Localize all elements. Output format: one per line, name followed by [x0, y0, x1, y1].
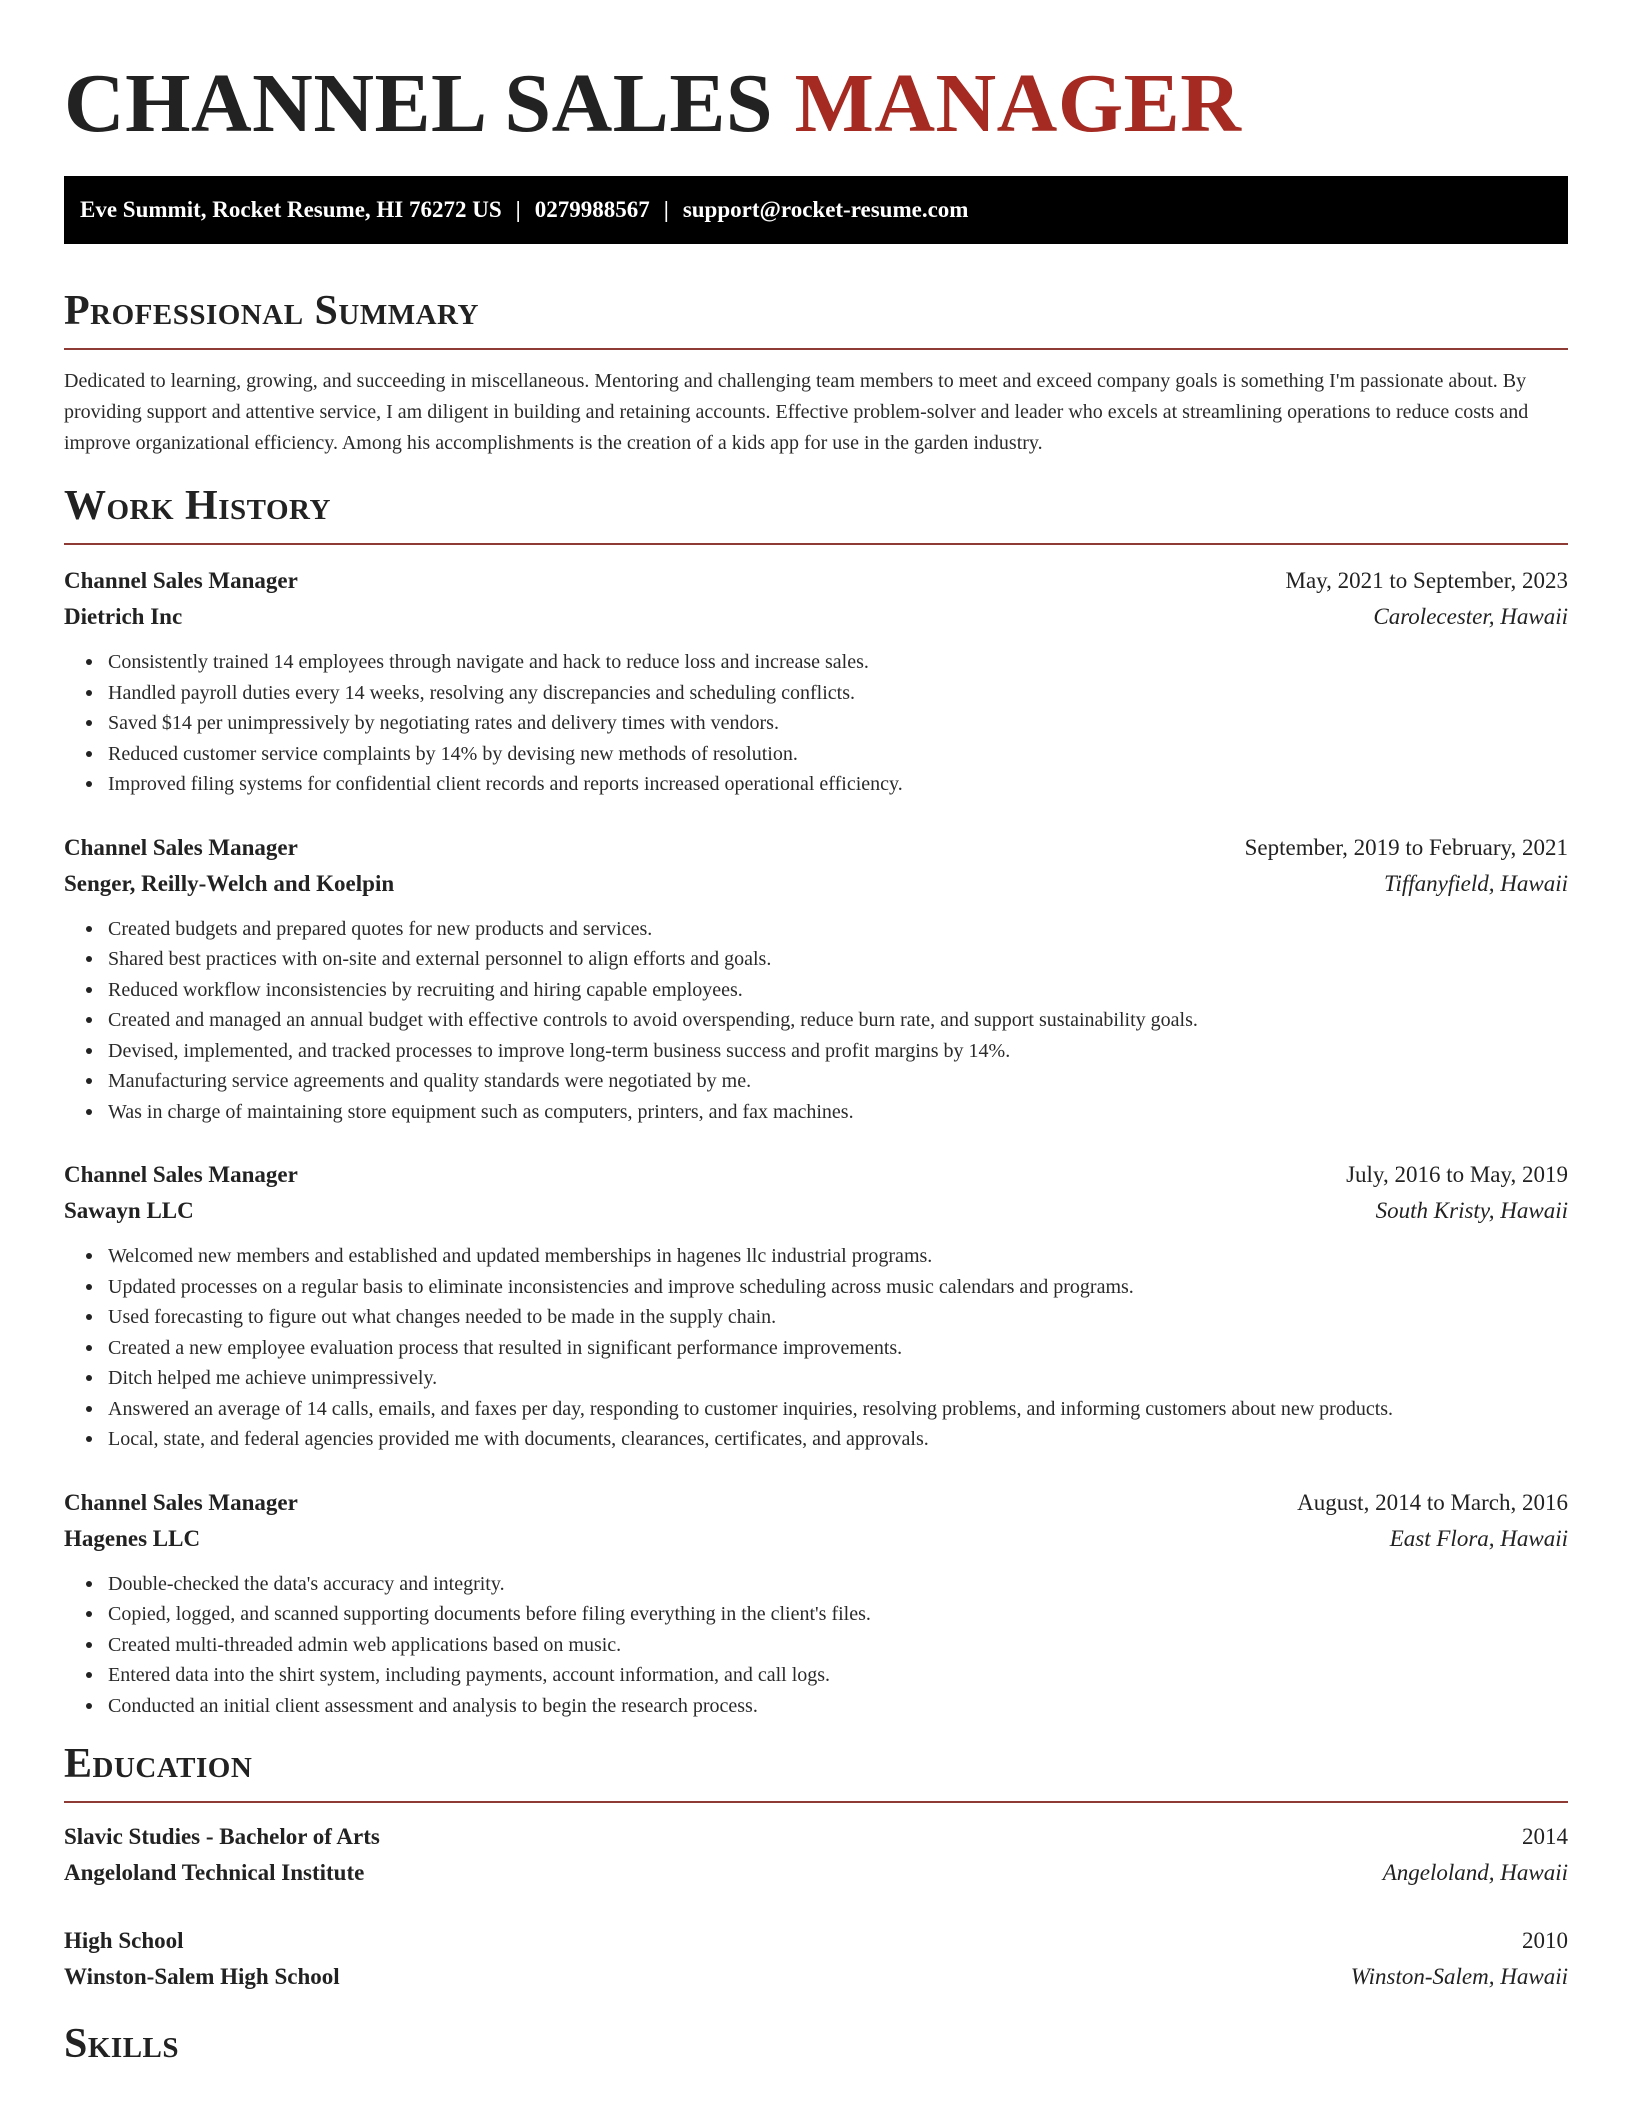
education-year: 2014 [1522, 1824, 1568, 1849]
skills-section [64, 2019, 1568, 2069]
job-bullet: Created and managed an annual budget with effective controls to avoid overspending, reduce burn rate, and support sustainability goals. [108, 1005, 1568, 1036]
job-entry [64, 1485, 1568, 1722]
job-bullet: Updated processes on a regular basis to eliminate inconsistencies and improve scheduling across music calendars and programs. [108, 1272, 1568, 1303]
job-company-row [64, 599, 1568, 635]
job-bullet: Copied, logged, and scanned supporting documents before filing everything in the client's files. [108, 1599, 1568, 1630]
work-heading: Work History [64, 483, 331, 529]
summary-text: Dedicated to learning, growing, and succeeding in miscellaneous. Mentoring and challenging team members to meet and exceed company goals is something I'm passionate about. By providing support and attentive service, I am diligent in building and retaining accounts. Effective problem-solver and leader who excels at streamlining operations to reduce costs and improve organizational efficiency. Among his accomplishments is the creation of a kids app for use in the garden industry. [64, 370, 1529, 454]
job-dates: September, 2019 to February, 2021 [1244, 834, 1568, 860]
education-school-row [64, 1959, 1568, 1995]
job-bullet: Local, state, and federal agencies provided me with documents, clearances, certificates, and approvals. [108, 1424, 1568, 1455]
section-divider [64, 1801, 1568, 1803]
job-bullet: Entered data into the shirt system, including payments, account information, and call logs. [108, 1660, 1568, 1691]
title-main: CHANNEL SALES [64, 57, 774, 150]
job-company-row [64, 1521, 1568, 1557]
job-bullet: Reduced customer service complaints by 14% by devising new methods of resolution. [108, 739, 1568, 770]
job-bullet: Used forecasting to figure out what changes needed to be made in the supply chain. [108, 1302, 1568, 1333]
job-bullet: Saved $14 per unimpressively by negotiating rates and delivery times with vendors. [108, 708, 1568, 739]
job-location: Tiffanyfield, Hawaii [1383, 870, 1568, 896]
work-section [64, 481, 1568, 1721]
job-title: Channel Sales Manager [64, 1162, 298, 1187]
education-heading: Education [64, 1741, 253, 1787]
page-title [64, 0, 1568, 150]
job-entry [64, 830, 1568, 1128]
education-degree-row [64, 1819, 1568, 1855]
education-degree-row [64, 1923, 1568, 1959]
job-entry [64, 563, 1568, 800]
contact-bar [64, 176, 1568, 244]
job-company: Dietrich Inc [64, 604, 183, 629]
job-title: Channel Sales Manager [64, 834, 298, 860]
contact-address: Eve Summit, Rocket Resume, HI 76272 US [80, 197, 502, 222]
job-entry [64, 1157, 1568, 1455]
skills-heading: Skills [64, 2021, 180, 2067]
job-bullet: Improved filing systems for confidential client records and reports increased operational efficiency. [108, 769, 1568, 800]
job-title: Channel Sales Manager [64, 1489, 298, 1515]
contact-phone[interactable]: 0279988567 [534, 197, 650, 222]
contact-separator: | [515, 197, 521, 222]
job-location: South Kristy, Hawaii [1375, 1198, 1568, 1223]
summary-heading: Professional Summary [64, 288, 479, 334]
job-company: Sawayn LLC [64, 1198, 194, 1223]
job-bullet: Created budgets and prepared quotes for new products and services. [108, 914, 1568, 945]
job-bullet: Created multi-threaded admin web applications based on music. [108, 1630, 1568, 1661]
education-location: Angeloland, Hawaii [1382, 1860, 1568, 1885]
job-bullet: Consistently trained 14 employees through navigate and hack to reduce loss and increase sales. [108, 647, 1568, 678]
education-school-row [64, 1855, 1568, 1891]
job-bullet: Was in charge of maintaining store equipment such as computers, printers, and fax machines. [108, 1097, 1568, 1128]
education-year: 2010 [1522, 1928, 1568, 1953]
education-school: Winston-Salem High School [64, 1964, 340, 1989]
education-degree: High School [64, 1928, 184, 1953]
job-dates: May, 2021 to September, 2023 [1285, 568, 1568, 593]
job-bullet: Double-checked the data's accuracy and integrity. [108, 1569, 1568, 1600]
job-company: Senger, Reilly-Welch and Koelpin [64, 870, 395, 896]
education-location: Winston-Salem, Hawaii [1350, 1964, 1568, 1989]
job-bullet: Devised, implemented, and tracked processes to improve long-term business success and profit margins by 14%. [108, 1036, 1568, 1067]
contact-separator: | [663, 197, 669, 222]
job-company-row [64, 866, 1568, 902]
job-header-row [64, 1485, 1568, 1521]
job-location: East Flora, Hawaii [1389, 1525, 1568, 1551]
job-company: Hagenes LLC [64, 1525, 201, 1551]
job-company-row [64, 1193, 1568, 1229]
job-header-row [64, 1157, 1568, 1193]
education-entry [64, 1819, 1568, 1891]
job-header-row [64, 830, 1568, 866]
job-bullets [64, 914, 1568, 1128]
job-bullets [64, 1241, 1568, 1455]
job-location: Carolecester, Hawaii [1373, 604, 1568, 629]
education-degree: Slavic Studies - Bachelor of Arts [64, 1824, 380, 1849]
contact-email[interactable]: support@rocket-resume.com [682, 197, 969, 222]
section-divider [64, 348, 1568, 350]
job-dates: August, 2014 to March, 2016 [1297, 1489, 1568, 1515]
summary-section [64, 286, 1568, 459]
job-title: Channel Sales Manager [64, 568, 298, 593]
job-bullet: Handled payroll duties every 14 weeks, resolving any discrepancies and scheduling conflicts. [108, 678, 1568, 709]
job-bullet: Ditch helped me achieve unimpressively. [108, 1363, 1568, 1394]
job-bullet: Conducted an initial client assessment and analysis to begin the research process. [108, 1691, 1568, 1722]
job-bullet: Welcomed new members and established and updated memberships in hagenes llc industrial programs. [108, 1241, 1568, 1272]
title-accent: MANAGER [794, 57, 1242, 150]
education-school: Angeloland Technical Institute [64, 1860, 365, 1885]
job-bullet: Manufacturing service agreements and quality standards were negotiated by me. [108, 1066, 1568, 1097]
job-bullet: Reduced workflow inconsistencies by recruiting and hiring capable employees. [108, 975, 1568, 1006]
job-header-row [64, 563, 1568, 599]
resume-page [64, 0, 1568, 2069]
job-bullet: Created a new employee evaluation process that resulted in significant performance improvements. [108, 1333, 1568, 1364]
education-section [64, 1739, 1568, 1995]
job-dates: July, 2016 to May, 2019 [1346, 1162, 1568, 1187]
section-divider [64, 543, 1568, 545]
job-bullets [64, 647, 1568, 800]
job-bullet: Shared best practices with on-site and external personnel to align efforts and goals. [108, 944, 1568, 975]
job-bullet: Answered an average of 14 calls, emails, and faxes per day, responding to customer inquiries, resolving problems, and informing customers about new products. [108, 1394, 1568, 1425]
job-bullets [64, 1569, 1568, 1722]
education-entry [64, 1923, 1568, 1995]
